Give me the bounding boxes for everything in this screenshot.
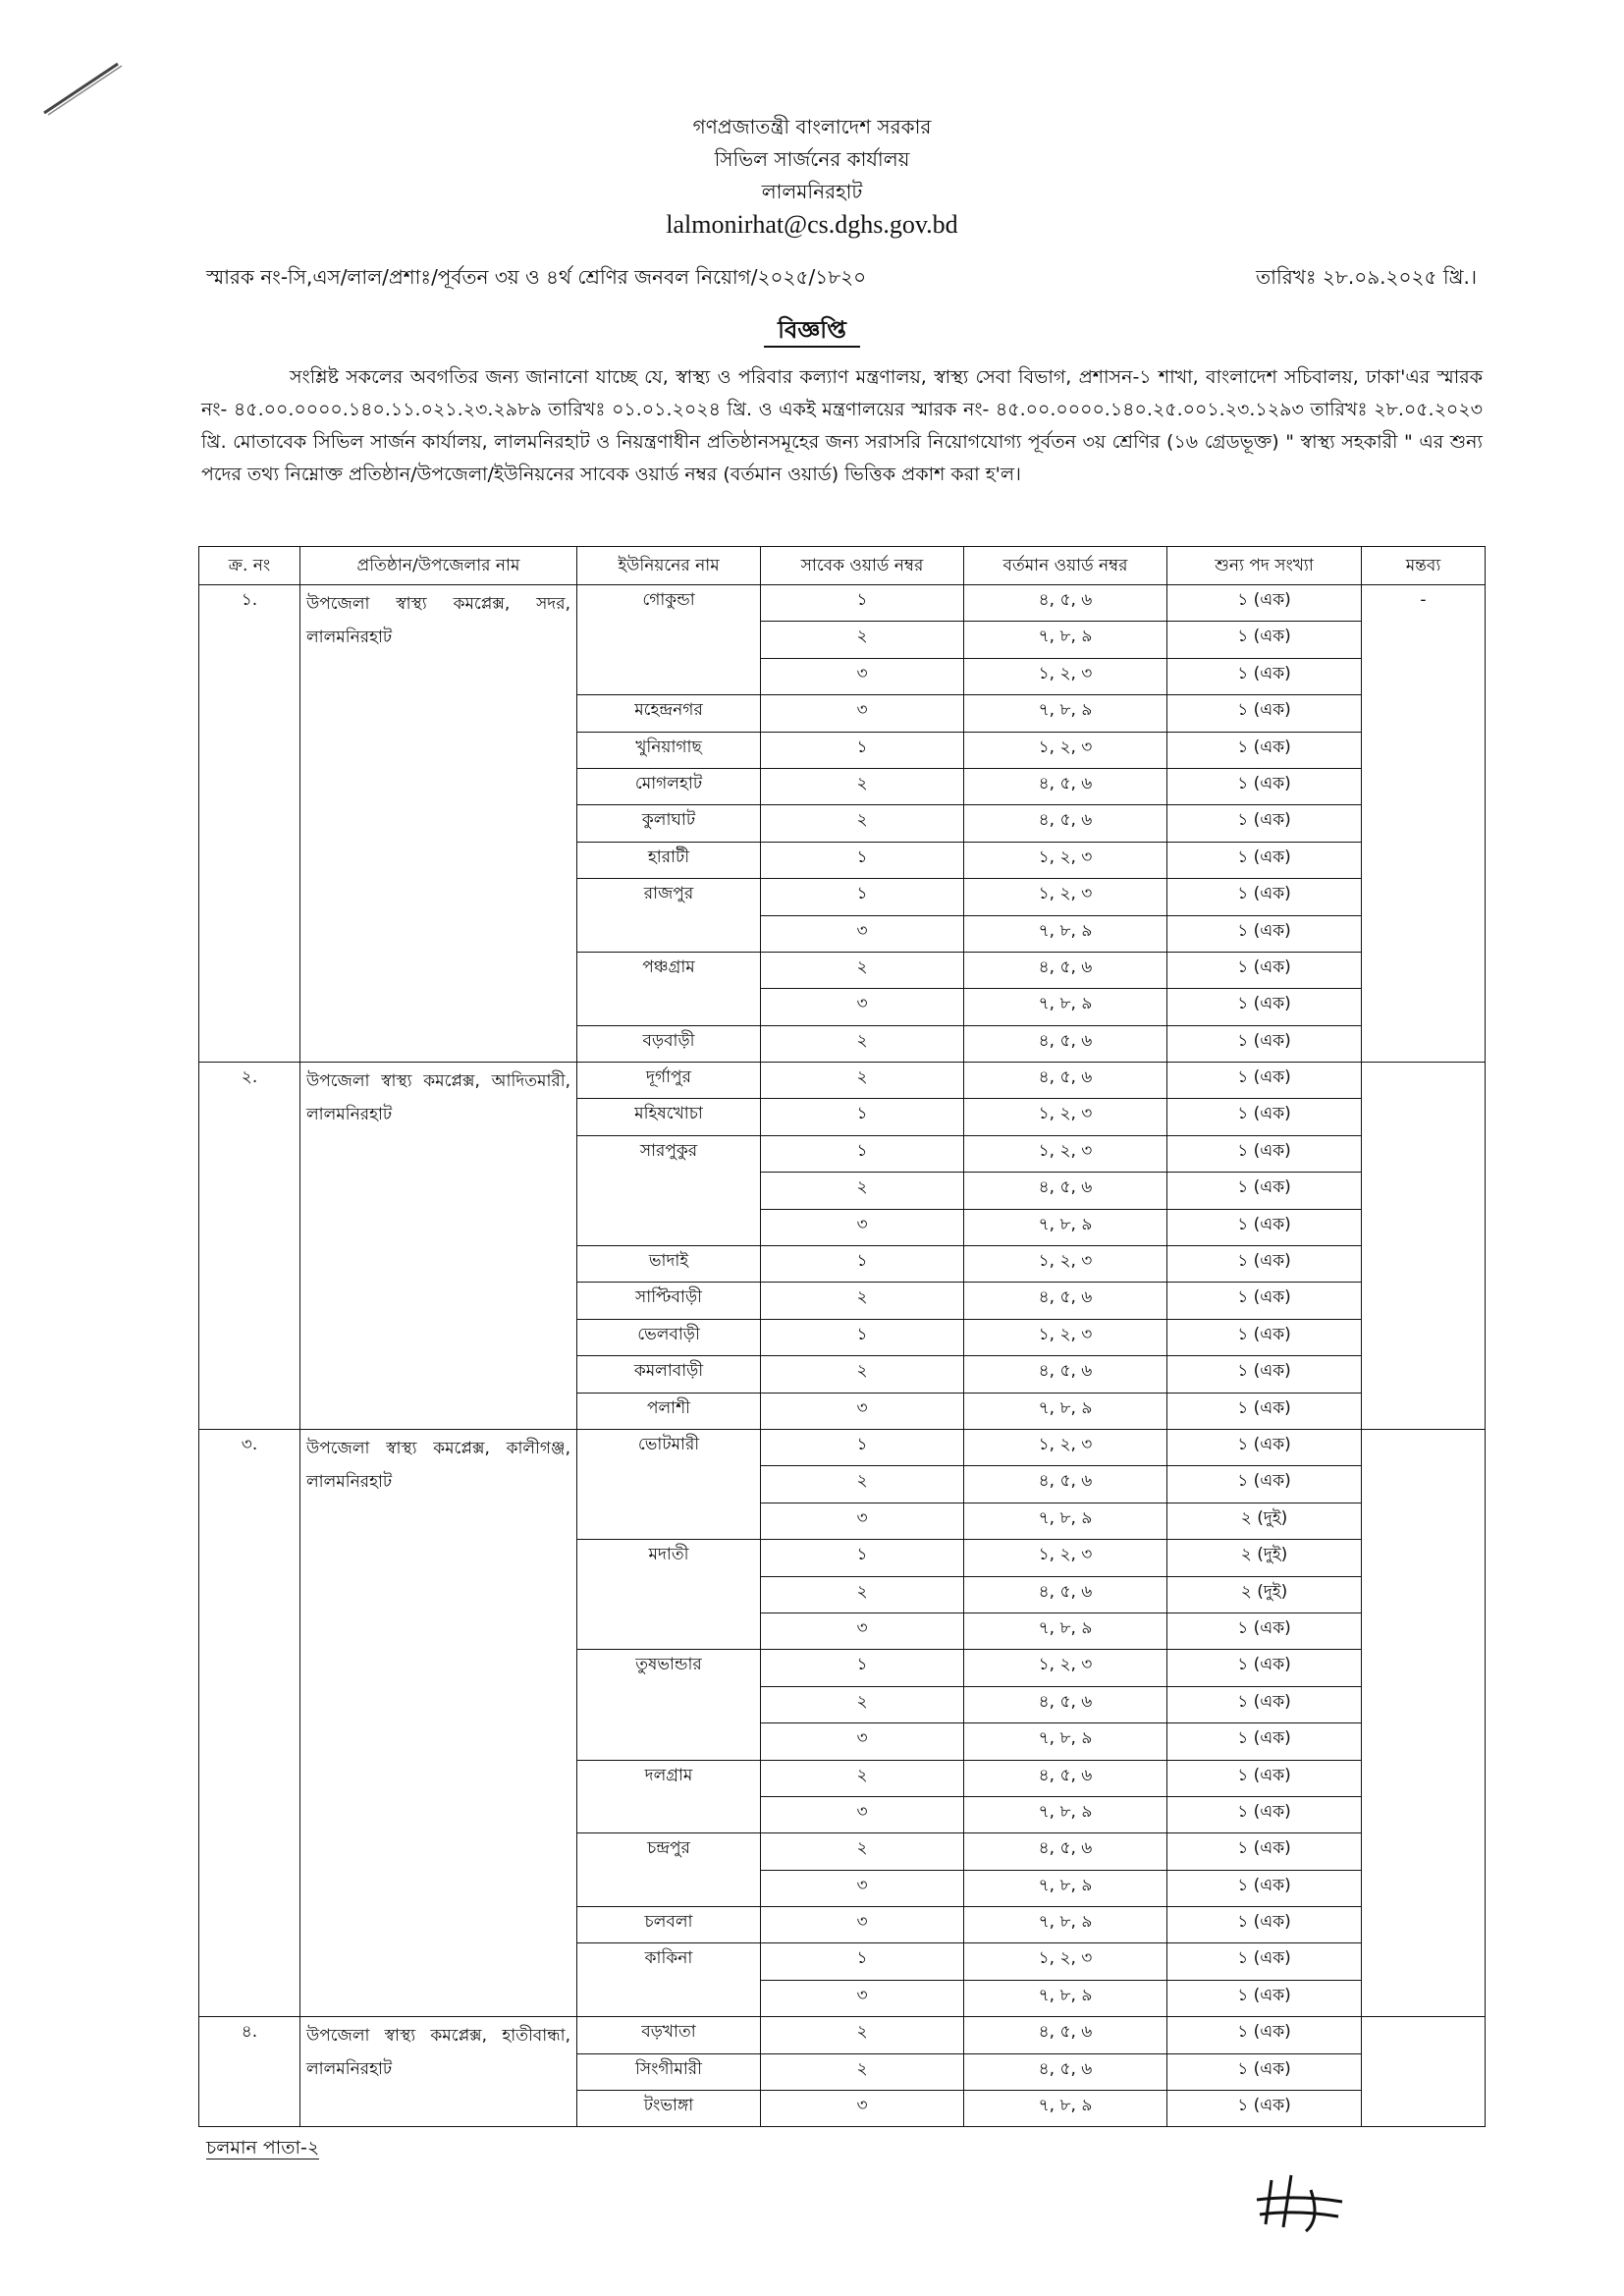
current-ward-cell: ৪, ৫, ৬	[964, 2053, 1167, 2090]
vacancy-cell: ১ (এক)	[1167, 1173, 1362, 1209]
union-cell: চন্দ্রপুর	[577, 1833, 761, 1907]
institution-cell: উপজেলা স্বাস্থ্য কমপ্লেক্স, হাতীবান্ধা, লালমনিরহাট	[300, 2017, 577, 2127]
old-ward-cell: ২	[761, 952, 964, 988]
header-serial: ক্র. নং	[199, 547, 300, 585]
notice-title	[0, 312, 1624, 352]
union-cell: মহিষখোচা	[577, 1099, 761, 1135]
district-name: লালমনিরহাট	[761, 180, 863, 203]
pen-stroke-mark	[39, 59, 137, 118]
old-ward-cell: ২	[761, 1833, 964, 1870]
current-ward-cell: ১, ২, ৩	[964, 879, 1167, 915]
union-cell: খুনিয়াগাছ	[577, 732, 761, 768]
signature	[1252, 2170, 1345, 2239]
old-ward-cell: ২	[761, 1173, 964, 1209]
current-ward-cell: ১, ২, ৩	[964, 1246, 1167, 1283]
union-cell: সাপ্টিবাড়ী	[577, 1283, 761, 1319]
government-name: গণপ্রজাতন্ত্রী বাংলাদেশ সরকার	[692, 115, 932, 138]
vacancy-cell: ১ (এক)	[1167, 989, 1362, 1025]
current-ward-cell: ১, ২, ৩	[964, 658, 1167, 694]
current-ward-cell: ৭, ৮, ৯	[964, 695, 1167, 732]
vacancy-cell: ১ (এক)	[1167, 1613, 1362, 1649]
union-cell: মহেন্দ্রনগর	[577, 695, 761, 732]
vacancy-cell: ১ (এক)	[1167, 1870, 1362, 1906]
table-row	[199, 585, 1486, 622]
vacancy-cell: ১ (এক)	[1167, 732, 1362, 768]
old-ward-cell: ৩	[761, 989, 964, 1025]
current-ward-cell: ৪, ৫, ৬	[964, 805, 1167, 842]
union-cell: বড়খাতা	[577, 2017, 761, 2053]
current-ward-cell: ৭, ৮, ৯	[964, 989, 1167, 1025]
vacancy-cell: ২ (দুই)	[1167, 1576, 1362, 1613]
current-ward-cell: ৪, ৫, ৬	[964, 1025, 1167, 1062]
union-cell: হারাটী	[577, 842, 761, 878]
vacancy-cell: ১ (এক)	[1167, 1283, 1362, 1319]
vacancy-cell: ১ (এক)	[1167, 768, 1362, 804]
old-ward-cell: ৩	[761, 1503, 964, 1539]
remark-cell: -	[1362, 585, 1486, 1063]
current-ward-cell: ৪, ৫, ৬	[964, 952, 1167, 988]
old-ward-cell: ১	[761, 585, 964, 622]
vacancy-cell: ১ (এক)	[1167, 1943, 1362, 1980]
old-ward-cell: ২	[761, 1576, 964, 1613]
union-cell: টংভাঙ্গা	[577, 2091, 761, 2127]
current-ward-cell: ৭, ৮, ৯	[964, 1503, 1167, 1539]
union-cell: ভাদাই	[577, 1246, 761, 1283]
header-old-ward: সাবেক ওয়ার্ড নম্বর	[761, 547, 964, 585]
old-ward-cell: ৩	[761, 1723, 964, 1760]
current-ward-cell: ৪, ৫, ৬	[964, 768, 1167, 804]
notice-paragraph: সংশ্লিষ্ট সকলের অবগতির জন্য জানানো যাচ্ছে যে, স্বাস্থ্য ও পরিবার কল্যাণ মন্ত্রণালয়, স্বাস্থ্য সেবা বিভাগ, প্রশাসন-১ শাখা, বাংলাদেশ সচিবালয়, ঢাকা'এর স্মারক নং- ৪৫.০০.০০০০.১৪০.১১.০২১.২৩.২৯৮৯ তারিখঃ ০১.০১.২০২৪ খ্রি. ও একই মন্ত্রণালয়ের স্মারক নং- ৪৫.০০.০০০০.১৪০.২৫.০০১.২৩.১২৯৩ তারিখঃ ২৮.০৫.২০২৩ খ্রি. মোতাবেক সিভিল সার্জন কার্যালয়, লালমনিরহাট ও নিয়ন্ত্রণাধীন প্রতিষ্ঠানসমূহের জন্য সরাসরি নিয়োগযোগ্য পূর্বতন ৩য় শ্রেণির (১৬ গ্রেডভূক্ত) " স্বাস্থ্য সহকারী " এর শুন্য পদের তথ্য নিম্নোক্ত প্রতিষ্ঠান/উপজেলা/ইউনিয়নের সাবেক ওয়ার্ড নম্বর (বর্তমান ওয়ার্ড) ভিত্তিক প্রকাশ করা হ'ল।	[201, 366, 1483, 485]
header-union: ইউনিয়নের নাম	[577, 547, 761, 585]
serial-cell: ৩.	[199, 1429, 300, 2016]
vacancy-cell: ১ (এক)	[1167, 1723, 1362, 1760]
current-ward-cell: ৭, ৮, ৯	[964, 622, 1167, 658]
vacancy-cell: ১ (এক)	[1167, 2053, 1362, 2090]
union-cell: গোকুন্ডা	[577, 585, 761, 695]
old-ward-cell: ১	[761, 1135, 964, 1172]
current-ward-cell: ৭, ৮, ৯	[964, 2091, 1167, 2127]
current-ward-cell: ৪, ৫, ৬	[964, 1760, 1167, 1796]
header-current-ward: বর্তমান ওয়ার্ড নম্বর	[964, 547, 1167, 585]
office-email: lalmonirhat@cs.dghs.gov.bd	[666, 210, 958, 239]
institution-cell: উপজেলা স্বাস্থ্য কমপ্লেক্স, আদিতমারী, লালমনিরহাট	[300, 1063, 577, 1430]
old-ward-cell: ৩	[761, 1393, 964, 1429]
old-ward-cell: ২	[761, 622, 964, 658]
union-cell: দলগ্রাম	[577, 1760, 761, 1833]
vacancy-cell: ১ (এক)	[1167, 1980, 1362, 2016]
union-cell: দূর্গাপুর	[577, 1063, 761, 1099]
vacancy-cell: ১ (এক)	[1167, 1796, 1362, 1832]
vacancy-table	[198, 546, 1486, 2127]
current-ward-cell: ৭, ৮, ৯	[964, 1209, 1167, 1245]
union-cell: ভোটমারী	[577, 1429, 761, 1539]
vacancy-cell: ১ (এক)	[1167, 1393, 1362, 1429]
serial-cell: ২.	[199, 1063, 300, 1430]
union-cell: পঞ্চগ্রাম	[577, 952, 761, 1025]
serial-cell: ৪.	[199, 2017, 300, 2127]
current-ward-cell: ১, ২, ৩	[964, 1135, 1167, 1172]
old-ward-cell: ৩	[761, 1796, 964, 1832]
old-ward-cell: ১	[761, 1319, 964, 1355]
current-ward-cell: ১, ২, ৩	[964, 1319, 1167, 1355]
old-ward-cell: ২	[761, 1466, 964, 1503]
old-ward-cell: ৩	[761, 1209, 964, 1245]
union-cell: মোগলহাট	[577, 768, 761, 804]
union-cell: পলাশী	[577, 1393, 761, 1429]
old-ward-cell: ২	[761, 1283, 964, 1319]
old-ward-cell: ৩	[761, 2091, 964, 2127]
current-ward-cell: ১, ২, ৩	[964, 732, 1167, 768]
union-cell: রাজপুর	[577, 879, 761, 953]
remark-cell	[1362, 1429, 1486, 2016]
vacancy-cell: ১ (এক)	[1167, 1063, 1362, 1099]
current-ward-cell: ৭, ৮, ৯	[964, 1723, 1167, 1760]
table-row	[199, 1429, 1486, 1465]
union-cell: কমলাবাড়ী	[577, 1356, 761, 1393]
vacancy-cell: ১ (এক)	[1167, 1466, 1362, 1503]
current-ward-cell: ৭, ৮, ৯	[964, 915, 1167, 952]
table-body	[199, 585, 1486, 2127]
vacancy-cell: ১ (এক)	[1167, 658, 1362, 694]
vacancy-cell: ১ (এক)	[1167, 1099, 1362, 1135]
old-ward-cell: ৩	[761, 1980, 964, 2016]
institution-cell: উপজেলা স্বাস্থ্য কমপ্লেক্স, কালীগঞ্জ, লালমনিরহাট	[300, 1429, 577, 2016]
office-name: সিভিল সার্জনের কার্যালয়	[714, 147, 910, 171]
current-ward-cell: ৪, ৫, ৬	[964, 1833, 1167, 1870]
old-ward-cell: ২	[761, 1063, 964, 1099]
current-ward-cell: ১, ২, ৩	[964, 1429, 1167, 1465]
memo-date: তারিখঃ ২৮.০৯.২০২৫ খ্রি.।	[1256, 265, 1477, 289]
current-ward-cell: ১, ২, ৩	[964, 1540, 1167, 1576]
current-ward-cell: ৪, ৫, ৬	[964, 1356, 1167, 1393]
current-ward-cell: ৪, ৫, ৬	[964, 1173, 1167, 1209]
union-cell: কুলাঘাট	[577, 805, 761, 842]
old-ward-cell: ২	[761, 2053, 964, 2090]
old-ward-cell: ২	[761, 805, 964, 842]
old-ward-cell: ১	[761, 1943, 964, 1980]
vacancy-cell: ১ (এক)	[1167, 1686, 1362, 1722]
old-ward-cell: ১	[761, 1540, 964, 1576]
old-ward-cell: ২	[761, 1025, 964, 1062]
old-ward-cell: ১	[761, 1429, 964, 1465]
vacancy-cell: ১ (এক)	[1167, 622, 1362, 658]
table-row	[199, 1063, 1486, 1099]
current-ward-cell: ১, ২, ৩	[964, 842, 1167, 878]
current-ward-cell: ৪, ৫, ৬	[964, 1063, 1167, 1099]
header-institution: প্রতিষ্ঠান/উপজেলার নাম	[300, 547, 577, 585]
vacancy-cell: ১ (এক)	[1167, 952, 1362, 988]
union-cell: ভেলবাড়ী	[577, 1319, 761, 1355]
vacancy-cell: ১ (এক)	[1167, 695, 1362, 732]
current-ward-cell: ১, ২, ৩	[964, 1099, 1167, 1135]
old-ward-cell: ২	[761, 1686, 964, 1722]
vacancy-cell: ২ (দুই)	[1167, 1540, 1362, 1576]
notice-body	[201, 361, 1483, 491]
remark-cell	[1362, 1063, 1486, 1430]
vacancy-cell: ১ (এক)	[1167, 2091, 1362, 2127]
old-ward-cell: ৩	[761, 695, 964, 732]
vacancy-cell: ১ (এক)	[1167, 585, 1362, 622]
table-row	[199, 2017, 1486, 2053]
current-ward-cell: ৭, ৮, ৯	[964, 1980, 1167, 2016]
vacancy-cell: ১ (এক)	[1167, 1760, 1362, 1796]
current-ward-cell: ৭, ৮, ৯	[964, 1870, 1167, 1906]
vacancy-cell: ১ (এক)	[1167, 1025, 1362, 1062]
old-ward-cell: ৩	[761, 658, 964, 694]
serial-cell: ১.	[199, 585, 300, 1063]
institution-cell: উপজেলা স্বাস্থ্য কমপ্লেক্স, সদর, লালমনিরহাট	[300, 585, 577, 1063]
current-ward-cell: ৪, ৫, ৬	[964, 585, 1167, 622]
current-ward-cell: ৭, ৮, ৯	[964, 1613, 1167, 1649]
union-cell: সিংগীমারী	[577, 2053, 761, 2090]
old-ward-cell: ৩	[761, 915, 964, 952]
current-ward-cell: ১, ২, ৩	[964, 1650, 1167, 1686]
old-ward-cell: ১	[761, 1246, 964, 1283]
old-ward-cell: ১	[761, 1099, 964, 1135]
vacancy-cell: ১ (এক)	[1167, 1650, 1362, 1686]
old-ward-cell: ১	[761, 842, 964, 878]
old-ward-cell: ২	[761, 2017, 964, 2053]
old-ward-cell: ১	[761, 879, 964, 915]
old-ward-cell: ১	[761, 1650, 964, 1686]
current-ward-cell: ৪, ৫, ৬	[964, 1283, 1167, 1319]
vacancy-cell: ১ (এক)	[1167, 1356, 1362, 1393]
old-ward-cell: ১	[761, 732, 964, 768]
old-ward-cell: ৩	[761, 1613, 964, 1649]
vacancy-cell: ১ (এক)	[1167, 805, 1362, 842]
old-ward-cell: ২	[761, 1356, 964, 1393]
old-ward-cell: ২	[761, 768, 964, 804]
current-ward-cell: ৪, ৫, ৬	[964, 2017, 1167, 2053]
current-ward-cell: ৪, ৫, ৬	[964, 1466, 1167, 1503]
current-ward-cell: ৪, ৫, ৬	[964, 1686, 1167, 1722]
header-remark: মন্তব্য	[1362, 547, 1486, 585]
current-ward-cell: ৭, ৮, ৯	[964, 1393, 1167, 1429]
union-cell: চলবলা	[577, 1907, 761, 1943]
union-cell: কাকিনা	[577, 1943, 761, 2017]
vacancy-cell: ১ (এক)	[1167, 915, 1362, 952]
header-vacancy: শুন্য পদ সংখ্যা	[1167, 547, 1362, 585]
current-ward-cell: ৪, ৫, ৬	[964, 1576, 1167, 1613]
vacancy-cell: ১ (এক)	[1167, 1429, 1362, 1465]
vacancy-cell: ১ (এক)	[1167, 1833, 1362, 1870]
old-ward-cell: ৩	[761, 1870, 964, 1906]
vacancy-cell: ১ (এক)	[1167, 879, 1362, 915]
continued-note	[206, 2134, 319, 2165]
union-cell: বড়বাড়ী	[577, 1025, 761, 1062]
memo-reference: স্মারক নং-সি,এস/লাল/প্রশাঃ/পূর্বতন ৩য় ও ৪র্থ শ্রেণির জনবল নিয়োগ/২০২৫/১৮২০	[206, 265, 867, 289]
vacancy-cell: ২ (দুই)	[1167, 1503, 1362, 1539]
vacancy-cell: ১ (এক)	[1167, 2017, 1362, 2053]
vacancy-cell: ১ (এক)	[1167, 1246, 1362, 1283]
current-ward-cell: ৭, ৮, ৯	[964, 1907, 1167, 1943]
union-cell: সারপুকুর	[577, 1135, 761, 1245]
current-ward-cell: ৭, ৮, ৯	[964, 1796, 1167, 1832]
vacancy-cell: ১ (এক)	[1167, 1907, 1362, 1943]
vacancy-cell: ১ (এক)	[1167, 1209, 1362, 1245]
remark-cell	[1362, 2017, 1486, 2127]
current-ward-cell: ১, ২, ৩	[964, 1943, 1167, 1980]
notice-title-text: বিজ্ঞপ্তি	[764, 316, 860, 348]
old-ward-cell: ২	[761, 1760, 964, 1796]
union-cell: তুষভান্ডার	[577, 1650, 761, 1760]
old-ward-cell: ৩	[761, 1907, 964, 1943]
vacancy-cell: ১ (এক)	[1167, 842, 1362, 878]
union-cell: মদাতী	[577, 1540, 761, 1650]
continued-note-text: চলমান পাতা-২	[206, 2137, 320, 2159]
vacancy-cell: ১ (এক)	[1167, 1319, 1362, 1355]
table-header-row	[199, 547, 1486, 585]
vacancy-cell: ১ (এক)	[1167, 1135, 1362, 1172]
